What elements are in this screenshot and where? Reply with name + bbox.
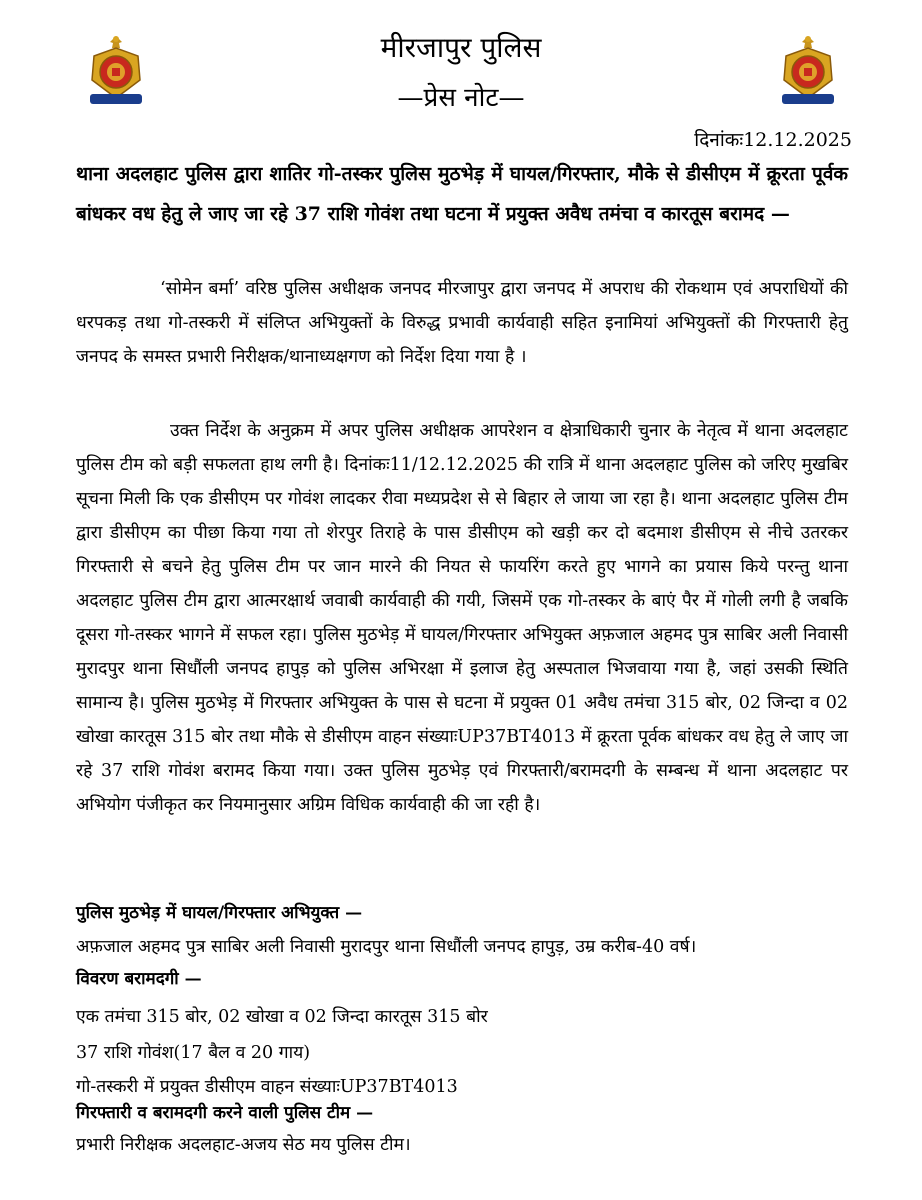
date-line: दिनांकः12.12.2025 [694,129,852,151]
paragraph-2: उक्त निर्देश के अनुक्रम में अपर पुलिस अधीक्षक आपरेशन व क्षेत्राधिकारी चुनार के नेतृत्व में थाना अदलहाट पुलिस टीम को बड़ी सफलता हाथ लगी है। दिनांकः11/12.12.2025 की रात्रि में थाना अदलहाट पुलिस को जरिए मुखबिर सूचना मिली कि एक डीसीएम पर गोवंश लादकर रीवा मध्यप्रदेश से से बिहार ले जाया जा रहा है। थाना अदलहाट पुलिस टीम द्वारा डीसीएम का पीछा किया गया तो शेरपुर तिराहे के पास डीसीएम को खड़ी कर दो बदमाश डीसीएम से नीचे उतरकर गिरफ्तारी से बचने हेतु पुलिस टीम पर जान मारने की नियत से फायरिंग करते हुए भागने का प्रयास किये परन्तु थाना अदलहाट पुलिस टीम द्वारा आत्मरक्षार्थ जवाबी कार्यवाही की गयी, जिसमें एक गो-तस्कर के बाएं पैर में गोली लगी है जबकि दूसरा गो-तस्कर भागने में सफल रहा। पुलिस मुठभेड़ में घायल/गिरफ्तार अभियुक्त अफ़जाल अहमद पुत्र साबिर अली निवासी मुरादपुर थाना सिधौंली जनपद हापुड़ को पुलिस अभिरक्षा में इलाज हेतु अस्पताल भिजवाया गया है, जहां उसकी स्थिति सामान्य है। पुलिस मुठभेड़ में गिरफ्तार अभियुक्त के पास से घटना में प्रयुक्त 01 अवैध तमंचा 315 बोर, 02 जिन्दा व 02 खोखा कारतूस 315 बोर तथा मौके से डीसीएम वाहन संख्याःUP37BT4013 में क्रूरता पूर्वक बांधकर वध हेतु ले जाए जा रहे 37 राशि गोवंश बरामद किया गया। उक्त पुलिस मुठभेड़ एवं गिरफ्तारी/बरामदगी के सम्बन्ध में थाना अदलहाट पर अभियोग पंजीकृत कर नियमानुसार अग्रिम विधिक कार्यवाही की जा रही है। [76,421,848,815]
paragraph-1: ‘सोमेन बर्मा’ वरिष्ठ पुलिस अधीक्षक जनपद मीरजापुर द्वारा जनपद में अपराध की रोकथाम एवं अपराधियों की धरपकड़ तथा गो-तस्करी में संलिप्त अभियुक्तों के विरुद्ध प्रभावी कार्यवाही सहित इनामियां अभियुक्तों की गिरफ्तारी हेतु जनपद के समस्त प्रभारी निरीक्षक/थानाध्यक्षगण को निर्देश दिया गया है । [76,279,848,367]
accused-details: अफ़जाल अहमद पुत्र साबिर अली निवासी मुरादपुर थाना सिधौंली जनपद हापुड़, उम्र करीब-40 वर्ष। [76,937,697,957]
press-note-subtitle: —प्रेस नोट— [397,83,525,113]
headline: थाना अदलहाट पुलिस द्वारा शातिर गो-तस्कर पुलिस मुठभेड़ में घायल/गिरफ्तार, मौके से डीसीएम में क्रूरता पूर्वक बांधकर वध हेतु ले जाए जा रहे 37 राशि गोवंश तथा घटना में प्रयुक्त अवैध तमंचा व कारतूस बरामद — [76,163,848,225]
page-title: मीरजापुर पुलिस [380,31,542,64]
recovery-item-2: 37 राशि गोवंश(17 बैल व 20 गाय) [76,1043,311,1063]
recovery-item-1: एक तमंचा 315 बोर, 02 खोखा व 02 जिन्दा कारतूस 315 बोर [76,1007,488,1027]
accused-heading: पुलिस मुठभेड़ में घायल/गिरफ्तार अभियुक्त — [76,903,363,923]
team-heading: गिरफ्तारी व बरामदगी करने वाली पुलिस टीम — [76,1103,374,1123]
team-details: प्रभारी निरीक्षक अदलहाट-अजय सेठ मय पुलिस टीम। [76,1135,411,1155]
recovery-heading: विवरण बरामदगी — [76,969,202,989]
recovery-item-3: गो-तस्करी में प्रयुक्त डीसीएम वाहन संख्याःUP37BT4013 [76,1077,458,1097]
